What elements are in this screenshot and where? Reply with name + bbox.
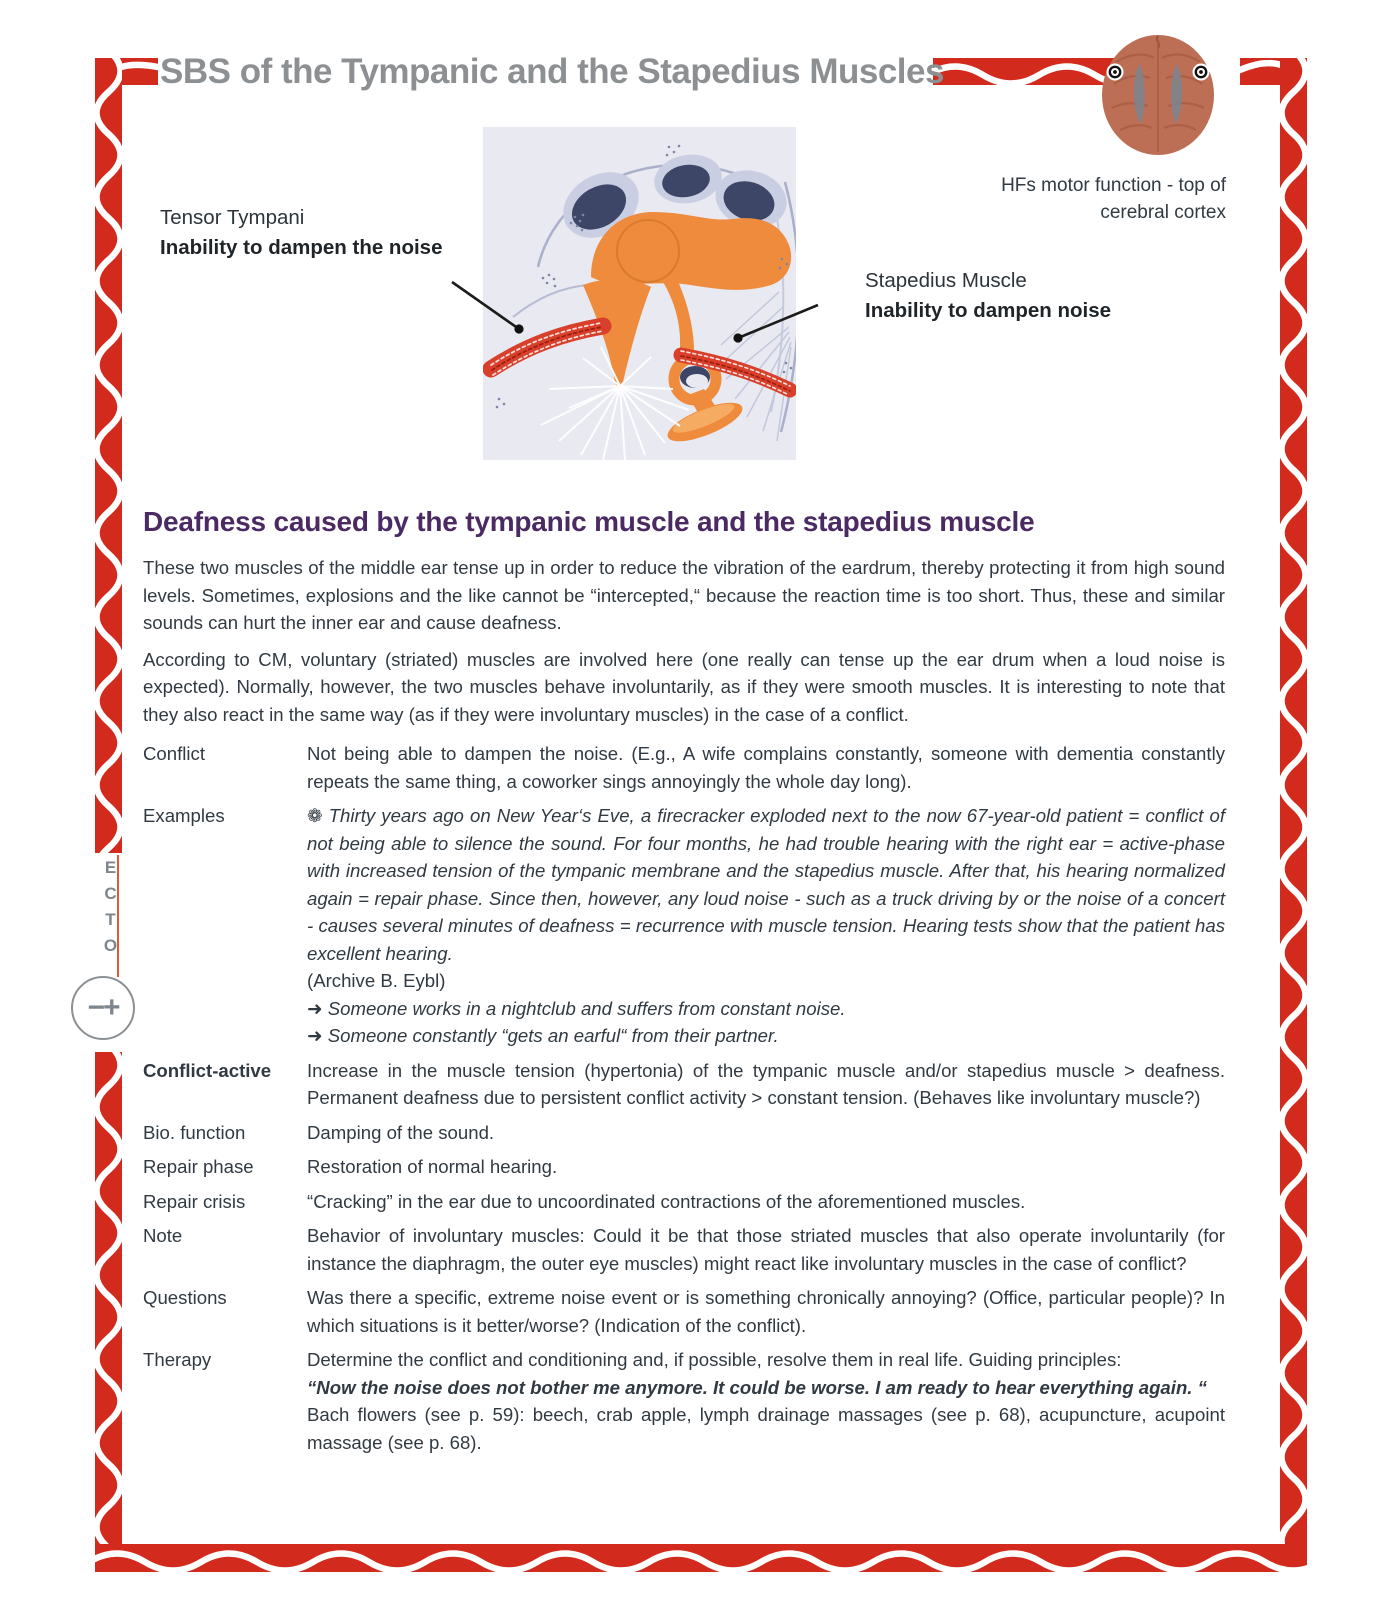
border-top-band (933, 58, 1117, 85)
entry-content-block: Restoration of normal hearing. (307, 1156, 558, 1177)
entry-term: Examples (143, 805, 225, 826)
entry-term: Repair phase (143, 1156, 254, 1177)
entry-content-block: Bach flowers (see p. 59): beech, crab apple, lymph drainage massages (see p. 68), acupuncture, acupoint massage (see p. 68). (307, 1404, 1225, 1453)
entry-term: Note (143, 1225, 183, 1246)
entry-content-block: Was there a specific, extreme noise event or is something chronically annoying? (Office, particular people)? In which situations is it better/worse? (Indication of the conflict). (307, 1287, 1225, 1336)
intro-paragraph-1: These two muscles of the middle ear tense up in order to reduce the vibration of the eardrum, thereby protecting it from high sound levels. Sometimes, explosions and the like cannot be “intercepted,“ because the reaction time is too short. Thus, these and similar sounds can hurt the inner ear and cause deafness. (143, 557, 1225, 633)
border-left-upper (95, 58, 122, 853)
entry-content-block: “Now the noise does not bother me anymore. It could be worse. I am ready to hear everything again. “ (307, 1376, 1207, 1398)
entry-term: Therapy (143, 1349, 212, 1370)
entry-content-block: Determine the conflict and conditioning and, if possible, resolve them in real life. Guiding principles: (307, 1349, 1122, 1370)
entry-content-block: ➜ Someone constantly “gets an earful“ from their partner. (307, 1025, 779, 1046)
tensor-tympani-name: Tensor Tympani (160, 206, 305, 229)
entry-definition (307, 1188, 1225, 1216)
brain-caption-line1: HFs motor function - top of (1001, 175, 1226, 196)
intro-paragraph-2: According to CM, voluntary (striated) muscles are involved here (one really can tense up the ear drum when a loud noise is expected). Normally, however, the two muscles behave involuntarily, as if they were smooth muscles. It is interesting to note that they also react in the same way (as if they were involuntary muscles) in the case of a conflict. (143, 648, 1225, 725)
entry-content-block: “Cracking” in the ear due to uncoordinated contractions of the aforementioned muscles. (307, 1190, 1026, 1212)
entry-content-block: ❁ Thirty years ago on New Year‘s Eve, a firecracker exploded next to the now 67-year-old patient = conflict of not being able to silence the sound. For four months, he had trouble hearing with the right ear = active-phase with increased tension of the tympanic membrane and the stapedius muscle. After that, his hearing normalized again = repair phase. Since then, however, any loud noise - such as a truck driving by or the noise of a concert - causes several minutes of deafness = recurrence with muscle tension. Hearing tests show that the patient has excellent hearing. (307, 805, 1225, 964)
border-bottom (95, 1544, 1307, 1572)
entry-definition (307, 1222, 1225, 1277)
brain-relay-icon (1094, 32, 1222, 158)
entry-term: Repair crisis (143, 1190, 246, 1212)
germ-layer-label: ECTO (101, 858, 120, 962)
entry-definition (307, 1057, 1225, 1112)
polarity-symbol: −+ (87, 991, 119, 1024)
entry-content-block: ➜ Someone works in a nightclub and suffers from constant noise. (307, 997, 846, 1019)
entry-definition (307, 1346, 1225, 1456)
entry-content-block: Behavior of involuntary muscles: Could it be that those striated muscles that also operate involuntarily (for instance the diaphragm, the outer eye muscles) might react like involuntary muscles in the case of conflict? (307, 1225, 1225, 1274)
border-left-lower (95, 1052, 122, 1572)
brain-caption-line2: cerebral cortex (1100, 202, 1226, 223)
entry-term: Conflict (143, 743, 206, 764)
entry-content-block: Not being able to dampen the noise. (E.g., A wife complains constantly, someone with dementia constantly repeats the same thing, a coworker sings annoyingly the whole day long). (307, 743, 1225, 792)
entry-definition (307, 1119, 1225, 1147)
entry-definition (307, 1284, 1225, 1339)
entry-definition (307, 1153, 1225, 1181)
entry-content-block: Increase in the muscle tension (hypertonia) of the tympanic muscle and/or stapedius muscle > deafness. Permanent deafness due to persistent conflict activity > constant tension. (Behaves like involuntary muscle?) (307, 1059, 1225, 1108)
section-heading: Deafness caused by the tympanic muscle and the stapedius muscle (143, 506, 1035, 537)
main-content (143, 506, 1225, 1456)
entries-list (143, 740, 1225, 1456)
stapedius-label (865, 266, 1111, 326)
border-right (1280, 58, 1307, 1572)
stapedius-finding: Inability to dampen noise (865, 299, 1112, 322)
entry-content-block: (Archive B. Eybl) (307, 970, 446, 991)
entry-term: Questions (143, 1287, 227, 1308)
entry-term: Conflict-active (143, 1059, 272, 1081)
entry-content-block: Damping of the sound. (307, 1121, 495, 1143)
tensor-tympani-label (160, 203, 442, 263)
tensor-tympani-finding: Inability to dampen the noise (160, 236, 443, 259)
polarity-badge (71, 976, 135, 1040)
middle-ear-illustration (483, 127, 796, 460)
page-title: SBS of the Tympanic and the Stapedius Muscles (160, 52, 944, 91)
brain-caption (1001, 172, 1226, 226)
entry-definition (307, 740, 1225, 795)
entry-definition (307, 802, 1225, 1050)
entry-term: Bio. function (143, 1121, 246, 1143)
stapedius-name: Stapedius Muscle (865, 269, 1027, 292)
